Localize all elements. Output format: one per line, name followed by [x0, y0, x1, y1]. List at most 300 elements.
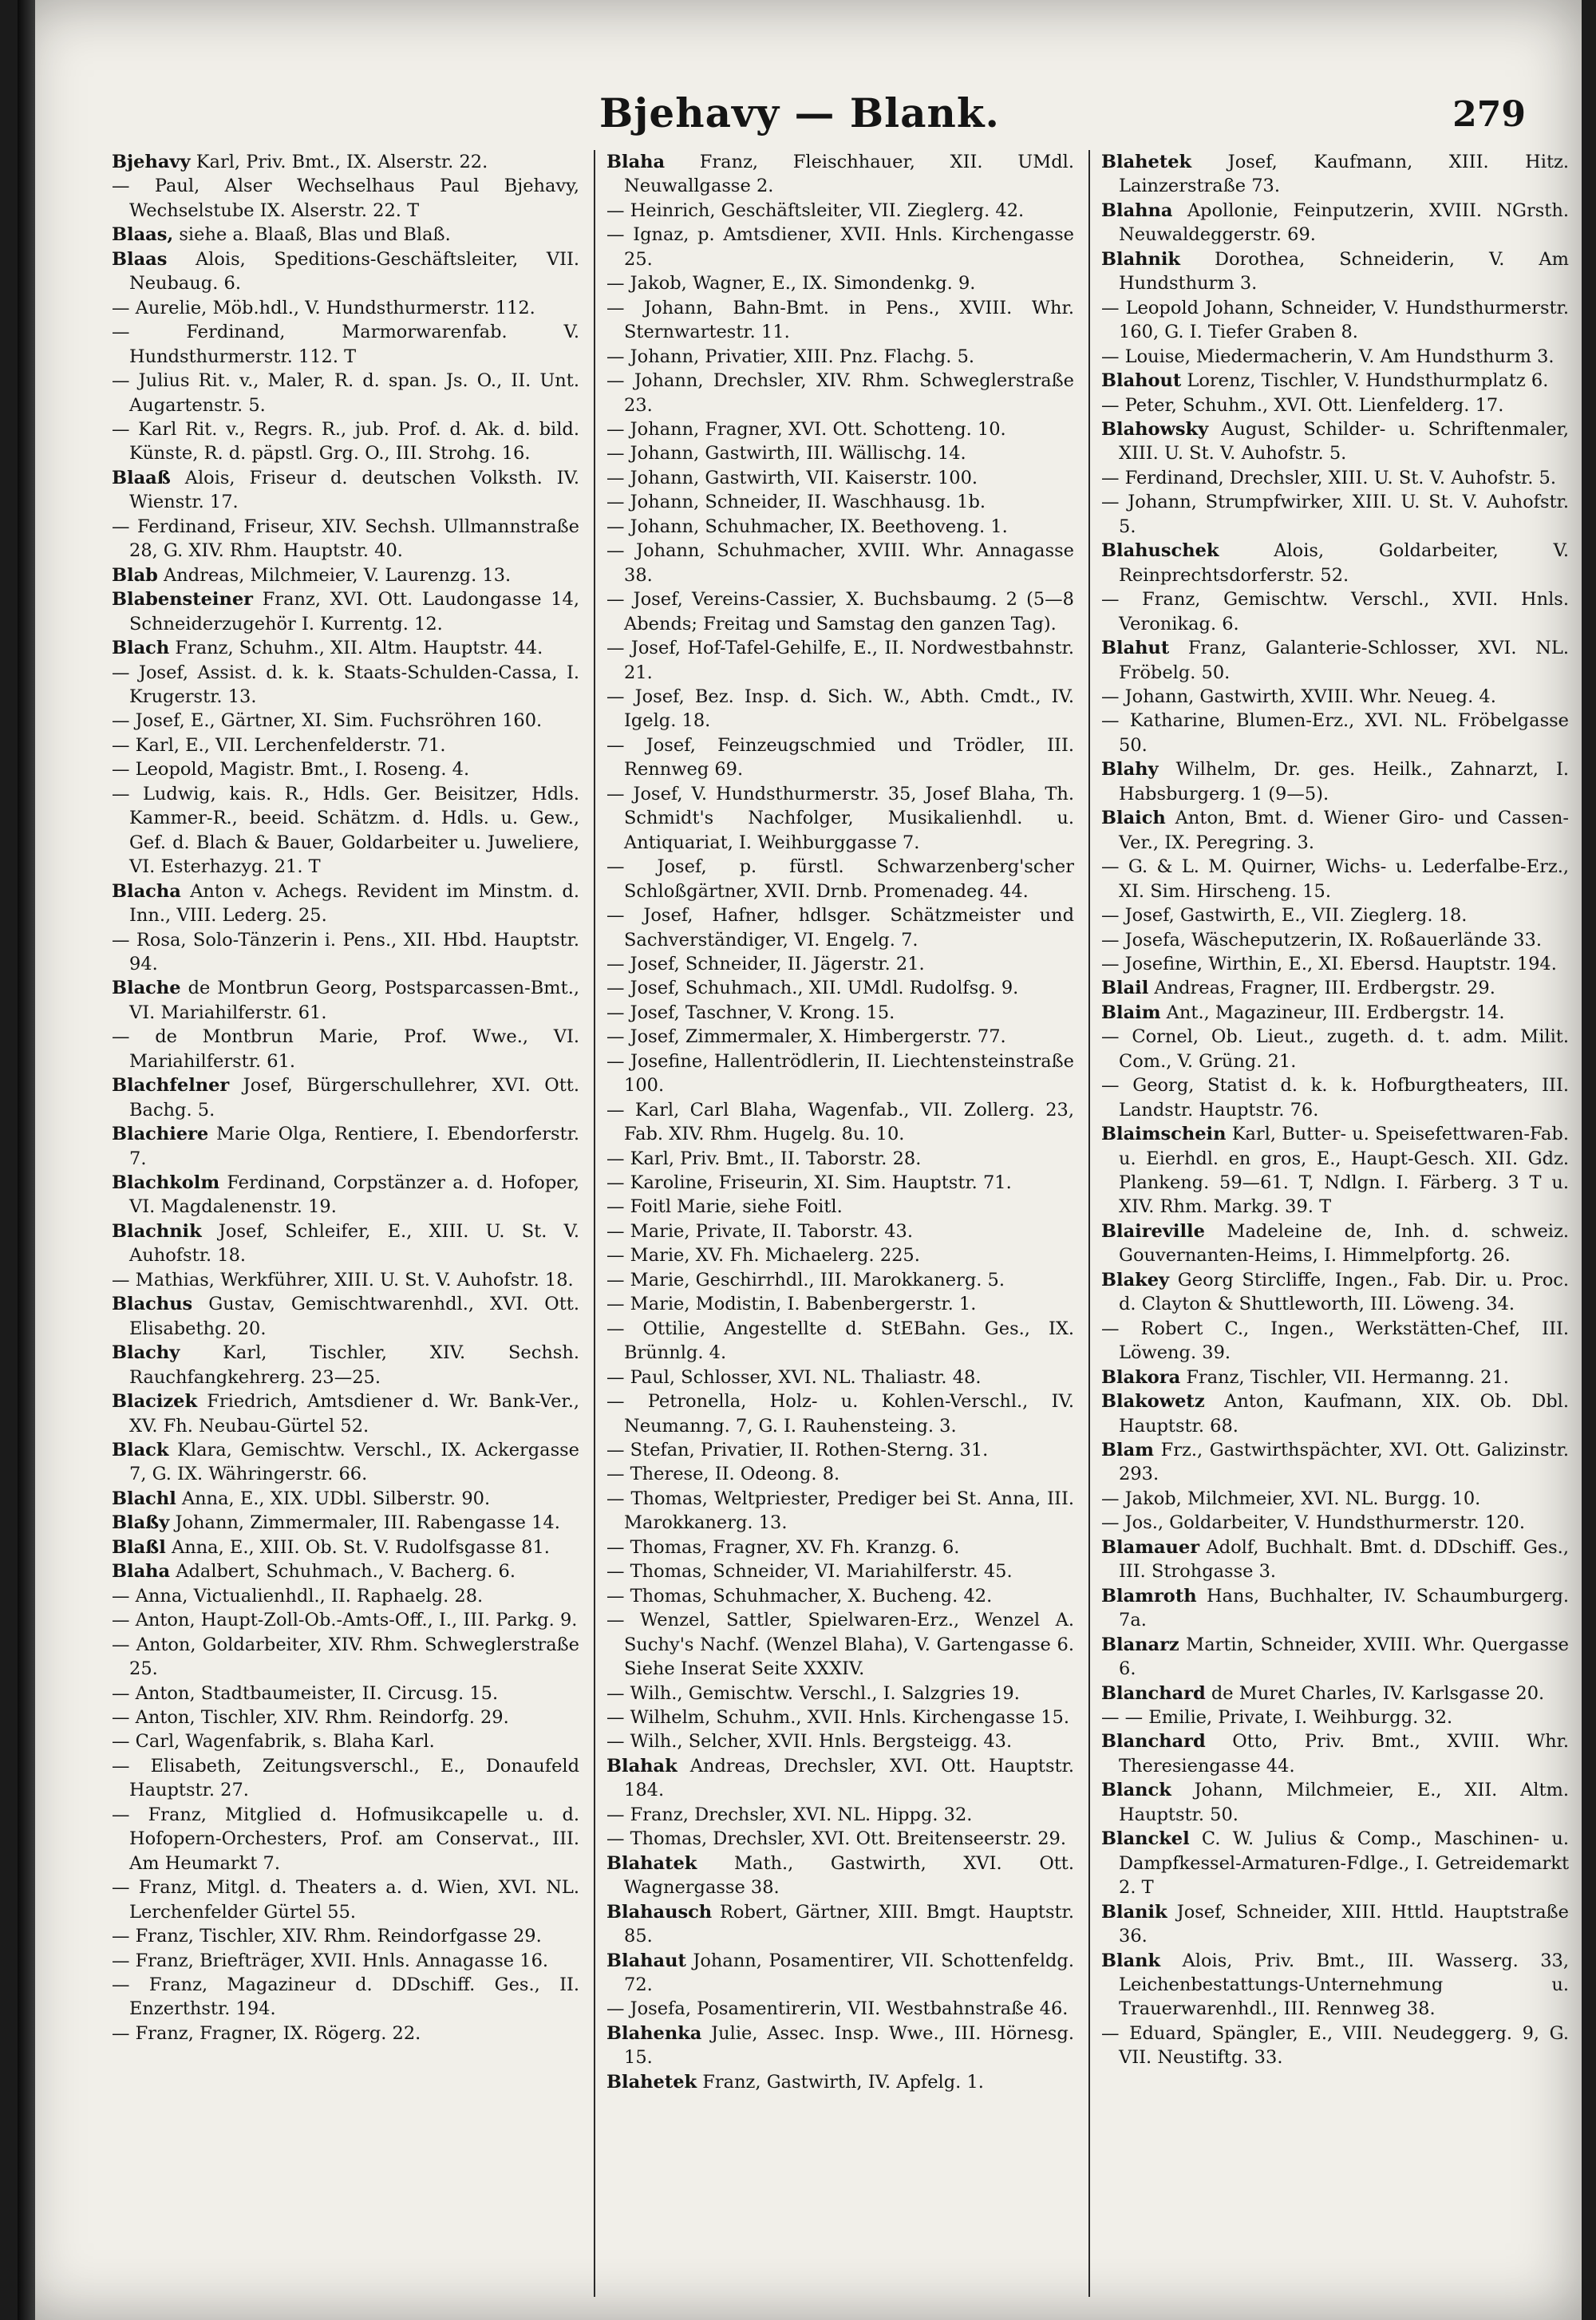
directory-entry: [606, 1754, 1074, 1803]
directory-entry: [1101, 685, 1569, 709]
directory-entry: [606, 733, 1074, 782]
entry-text: — Johann, Schneider, II. Waschhausg. 1b.: [606, 492, 986, 513]
entry-text: Gustav, Gemischtwarenhdl., XVI. Ott. Elisabethg. 20.: [129, 1294, 579, 1339]
entry-text: — Peter, Schuhm., XVI. Ott. Lienfelderg. 17.: [1101, 394, 1504, 416]
directory-entry: [112, 1487, 579, 1511]
entry-surname: Blanik: [1101, 1901, 1167, 1923]
directory-entry: [606, 782, 1074, 855]
directory-entry: [1101, 345, 1569, 369]
directory-entry: [606, 1098, 1074, 1147]
entry-text: Anna, E., XIII. Ob. St. V. Rudolfsgasse 81.: [171, 1536, 550, 1558]
entry-surname: Bjehavy: [112, 152, 191, 172]
entry-text: — Marie, Private, II. Taborstr. 43.: [606, 1220, 913, 1242]
directory-entry: [112, 150, 579, 174]
directory-entry: [112, 1219, 579, 1268]
entry-text: — Josef, Taschner, V. Krong. 15.: [606, 1002, 895, 1023]
entry-surname: Blachiere: [112, 1124, 209, 1145]
entry-surname: Blab: [112, 564, 158, 586]
column-2: [606, 150, 1074, 2305]
directory-entry: [606, 1949, 1074, 1998]
entry-text: Johann, Milchmeier, E., XII. Altm. Hauptstr. 50.: [1119, 1780, 1569, 1825]
directory-entry: [606, 587, 1074, 636]
directory-entry: [112, 369, 579, 417]
directory-entry: [1101, 903, 1569, 927]
directory-entry: [606, 1438, 1074, 1462]
directory-entry: [112, 1803, 579, 1875]
directory-entry: [112, 1268, 579, 1292]
directory-entry: [606, 1803, 1074, 1827]
entry-text: Andreas, Drechsler, XVI. Ott. Hauptstr. 184.: [624, 1755, 1074, 1801]
directory-entry: [112, 976, 579, 1025]
directory-entry: [606, 369, 1074, 417]
entry-text: — Josef, Zimmermaler, X. Himbergerstr. 77.: [606, 1026, 1006, 1048]
directory-entry: [1101, 1219, 1569, 1268]
entry-text: — Jos., Goldarbeiter, V. Hundsthurmerstr. 120.: [1101, 1512, 1526, 1534]
entry-text: — Johann, Gastwirth, III. Wällischg. 14.: [606, 443, 966, 464]
directory-entry: [112, 1924, 579, 1948]
entry-text: Franz, Schuhm., XII. Altm. Hauptstr. 44.: [175, 638, 543, 659]
directory-entry: [606, 1171, 1074, 1195]
entry-surname: Blaireville: [1101, 1220, 1205, 1242]
entry-text: — Johann, Schuhmacher, IX. Beethoveng. 1.: [606, 516, 1008, 537]
directory-entry: [112, 928, 579, 977]
entry-surname: Blachus: [112, 1294, 193, 1315]
directory-entry: [606, 1219, 1074, 1243]
entry-text: de Montbrun Georg, Postsparcassen-Bmt., VI. Mariahilferstr. 61.: [129, 978, 579, 1023]
directory-entry: [606, 1049, 1074, 1098]
entry-text: — Karl, Priv. Bmt., II. Taborstr. 28.: [606, 1148, 922, 1169]
directory-entry: [112, 1438, 579, 1487]
entry-text: siehe a. Blaaß, Blas und Blaß.: [179, 224, 451, 246]
directory-entry: [112, 466, 579, 515]
entry-text: Julie, Assec. Insp. Wwe., III. Hörnesg. 15.: [624, 2022, 1074, 2069]
entry-surname: Blaha: [112, 1561, 171, 1583]
entry-surname: Blacizek: [112, 1391, 198, 1413]
entry-surname: Blaas: [112, 248, 168, 270]
entry-text: — Aurelie, Möb.hdl., V. Hundsthurmerstr. 112.: [112, 297, 535, 318]
directory-entry: [112, 417, 579, 466]
entry-text: — Josef, Assist. d. k. k. Staats-Schulden-Cassa, I. Krugerstr. 13.: [112, 662, 579, 707]
directory-entry: [112, 247, 579, 296]
entry-text: — Johann, Fragner, XVI. Ott. Schotteng. 10.: [606, 418, 1006, 440]
entry-text: — Robert C., Ingen., Werkstätten-Chef, III. Löweng. 39.: [1101, 1318, 1569, 1364]
directory-entry: [1101, 490, 1569, 539]
directory-entry: [1101, 1317, 1569, 1366]
directory-entry: [112, 1633, 579, 1682]
entry-text: — Wilhelm, Schuhm., XVII. Hnls. Kirchengasse 15.: [606, 1707, 1070, 1728]
entry-surname: Blahatek: [606, 1852, 697, 1874]
directory-entry: [112, 320, 579, 369]
entry-surname: Blanckel: [1101, 1828, 1190, 1850]
entry-text: Anna, E., XIX. UDbl. Silberstr. 90.: [181, 1488, 491, 1509]
directory-entry: [606, 636, 1074, 685]
entry-text: Georg Stircliffe, Ingen., Fab. Dir. u. Proc. d. Clayton & Shuttleworth, III. Löweng. 34.: [1119, 1269, 1569, 1315]
entry-text: — Thomas, Fragner, XV. Fh. Kranzg. 6.: [606, 1536, 960, 1558]
entry-surname: Blahout: [1101, 370, 1182, 392]
entry-surname: Blaßl: [112, 1536, 166, 1558]
directory-entry: [1101, 1001, 1569, 1025]
entry-surname: Blachfelner: [112, 1075, 230, 1097]
entry-text: — Paul, Alser Wechselhaus Paul Bjehavy, Wechselstube IX. Alserstr. 22. T: [112, 176, 579, 221]
entry-text: Alois, Goldarbeiter, V. Reinprechtsdorferstr. 52.: [1119, 540, 1569, 586]
directory-entry: [1101, 587, 1569, 636]
directory-entry: [112, 1511, 579, 1535]
entry-surname: Blach: [112, 638, 170, 659]
entry-text: Hans, Buchhalter, IV. Schaumburgerg. 7a.: [1119, 1585, 1569, 1631]
entry-surname: Blaaß: [112, 467, 171, 488]
entry-surname: Blahut: [1101, 638, 1170, 659]
directory-entry: [606, 685, 1074, 733]
entry-surname: Blakowetz: [1101, 1391, 1205, 1413]
directory-entry: [1101, 1366, 1569, 1389]
entry-text: Marie Olga, Rentiere, I. Ebendorferstr. 7.: [129, 1124, 579, 1169]
entry-text: — Franz, Drechsler, XVI. NL. Hippg. 32.: [606, 1804, 973, 1825]
directory-entry: [1101, 1535, 1569, 1584]
directory-entry: [1101, 1778, 1569, 1827]
entry-text: Johann, Zimmermaler, III. Rabengasse 14.: [175, 1512, 560, 1534]
directory-entry: [1101, 2022, 1569, 2070]
directory-entry: [606, 1243, 1074, 1267]
entry-text: — Johann, Gastwirth, XVIII. Whr. Neueg. 4.: [1101, 686, 1496, 707]
directory-entry: [112, 1754, 579, 1803]
entry-text: — Josef, Feinzeugschmied und Trödler, III. Rennweg 69.: [606, 734, 1074, 781]
directory-entry: [606, 903, 1074, 952]
directory-entry: [1101, 1633, 1569, 1682]
directory-entry: [112, 1705, 579, 1729]
entry-text: — Josefa, Posamentirerin, VII. Westbahnstraße 46.: [606, 1998, 1069, 2020]
entry-surname: Blakey: [1101, 1269, 1170, 1290]
entry-text: — Ferdinand, Drechsler, XIII. U. St. V. Auhofstr. 5.: [1101, 467, 1556, 488]
entry-text: — Leopold Johann, Schneider, V. Hundsthurmerstr. 160, G. I. Tiefer Graben 8.: [1101, 297, 1569, 343]
directory-entry: [606, 1147, 1074, 1171]
entry-text: — Karoline, Friseurin, XI. Sim. Hauptstr. 71.: [606, 1172, 1012, 1194]
entry-surname: Blahetek: [1101, 152, 1192, 172]
entry-text: Franz, Galanterie-Schlosser, XVI. NL. Fröbelg. 50.: [1119, 638, 1569, 683]
entry-text: — Foitl Marie, siehe Foitl.: [606, 1196, 843, 1218]
column-3: [1101, 150, 1569, 2305]
entry-text: — Wilh., Gemischtw. Verschl., I. Salzgries 19.: [606, 1682, 1020, 1704]
directory-entry: [112, 709, 579, 733]
directory-entry: [606, 345, 1074, 369]
entry-text: — Therese, II. Odeong. 8.: [606, 1464, 840, 1485]
entry-text: — Josefine, Hallentrödlerin, II. Liechtensteinstraße 100.: [606, 1050, 1074, 1097]
directory-entry: [1101, 539, 1569, 587]
directory-entry: [1101, 636, 1569, 685]
directory-entry: [606, 1997, 1074, 2021]
directory-entry: [606, 1462, 1074, 1486]
entry-surname: Blail: [1101, 978, 1149, 999]
directory-page: [18, 0, 1582, 2320]
entry-text: Karl, Butter- u. Speisefettwaren-Fab. u. Eierhdl. en gros, E., Haupt-Gesch. XII. Gdz. Plankeng. 59—61. T, Ndlgn. I. Färberg. 3 T u. XIV. Rhm. Markg. 39. T: [1119, 1124, 1569, 1218]
entry-text: Josef, Bürgerschullehrer, XVI. Ott. Bachg. 5.: [129, 1075, 579, 1120]
entry-surname: Blamauer: [1101, 1536, 1200, 1558]
directory-entry: [606, 1682, 1074, 1705]
entry-surname: Blaim: [1101, 1002, 1161, 1023]
entry-text: — Jakob, Wagner, E., IX. Simondenkg. 9.: [606, 273, 976, 294]
entry-text: — Josef, V. Hundsthurmerstr. 35, Josef Blaha, Th. Schmidt's Nachfolger, Musikalienhdl. u. Antiquariat, I. Weihburggasse 7.: [606, 783, 1074, 853]
entry-surname: Blache: [112, 978, 181, 999]
entry-text: Adalbert, Schuhmach., V. Bacherg. 6.: [176, 1561, 516, 1583]
entry-surname: Blahowsky: [1101, 418, 1209, 440]
directory-entry: [1101, 1705, 1569, 1729]
entry-text: — Ferdinand, Friseur, XIV. Sechsh. Ullmannstraße 28, G. XIV. Rhm. Hauptstr. 40.: [112, 516, 579, 562]
directory-entry: [112, 661, 579, 709]
entry-text: — Josef, Bez. Insp. d. Sich. W., Abth. Cmdt., IV. Igelg. 18.: [606, 686, 1074, 732]
page-header: [18, 89, 1582, 153]
entry-text: — Leopold, Magistr. Bmt., I. Roseng. 4.: [112, 759, 470, 781]
entry-text: Franz, Fleischhauer, XII. UMdl. Neuwallgasse 2.: [624, 152, 1074, 197]
directory-entry: [1101, 1122, 1569, 1219]
directory-entry: [1101, 466, 1569, 490]
directory-entry: [606, 417, 1074, 441]
entry-text: — Franz, Briefträger, XVII. Hnls. Annagasse 16.: [112, 1950, 549, 1971]
entry-text: Anton, Bmt. d. Wiener Giro- und Cassen-Ver., IX. Peregring. 3.: [1119, 808, 1569, 853]
entry-text: Apollonie, Feinputzerin, XVIII. NGrsth. Neuwaldeggerstr. 69.: [1119, 200, 1569, 246]
entry-text: — Mathias, Werkführer, XIII. U. St. V. Auhofstr. 18.: [112, 1269, 574, 1290]
entry-surname: Blahenka: [606, 2022, 702, 2044]
directory-entry: [606, 490, 1074, 514]
entry-text: Karl, Tischler, XIV. Sechsh. Rauchfangkehrerg. 23—25.: [129, 1342, 579, 1388]
directory-entry: [112, 1341, 579, 1389]
directory-entry: [112, 879, 579, 928]
directory-entry: [1101, 952, 1569, 976]
entry-surname: Blaich: [1101, 808, 1166, 829]
entry-text: — Jakob, Milchmeier, XVI. NL. Burgg. 10.: [1101, 1488, 1481, 1509]
entry-text: Franz, XVI. Ott. Laudongasse 14, Schneiderzugehör I. Kurrentg. 12.: [129, 589, 579, 634]
entry-text: Andreas, Milchmeier, V. Laurenzg. 13.: [164, 564, 512, 586]
directory-entry: [606, 199, 1074, 223]
entry-text: Josef, Schleifer, E., XIII. U. St. V. Auhofstr. 18.: [129, 1220, 579, 1267]
column-rule: [594, 150, 595, 2297]
directory-entry: [1101, 1511, 1569, 1535]
entry-text: — de Montbrun Marie, Prof. Wwe., VI. Mariahilferstr. 61.: [112, 1026, 579, 1072]
entry-surname: Blahausch: [606, 1901, 713, 1923]
directory-entry: [112, 1292, 579, 1341]
entry-text: Martin, Schneider, XVIII. Whr. Quergasse 6.: [1119, 1634, 1569, 1680]
entry-text: — G. & L. M. Quirner, Wichs- u. Lederfalbe-Erz., XI. Sim. Hirscheng. 15.: [1101, 856, 1569, 902]
entry-text: Adolf, Buchhalt. Bmt. d. DDschiff. Ges., III. Strohgasse 3.: [1119, 1536, 1569, 1583]
directory-entry: [112, 1682, 579, 1705]
directory-entry: [112, 733, 579, 757]
entry-text: Alois, Speditions-Geschäftsleiter, VII. Neubaug. 6.: [129, 248, 579, 294]
entry-text: — Josef, Schuhmach., XII. UMdl. Rudolfsg. 9.: [606, 978, 1019, 999]
directory-entry: [606, 271, 1074, 295]
directory-entry: [606, 952, 1074, 976]
directory-entry: [606, 296, 1074, 345]
directory-entry: [1101, 1949, 1569, 2022]
entry-text: — Anton, Goldarbeiter, XIV. Rhm. Schweglerstraße 25.: [112, 1634, 579, 1680]
directory-entry: [112, 1875, 579, 1924]
entry-text: — Franz, Fragner, IX. Rögerg. 22.: [112, 2022, 421, 2044]
entry-text: — Johann, Strumpfwirker, XIII. U. St. V. Auhofstr. 5.: [1101, 492, 1569, 537]
directory-entry: [1101, 1827, 1569, 1899]
entry-surname: Blaha: [606, 152, 666, 172]
directory-entry: [606, 1827, 1074, 1851]
entry-text: — Marie, Geschirrhdl., III. Marokkanerg. 5.: [606, 1269, 1005, 1290]
entry-text: — Franz, Mitgl. d. Theaters a. d. Wien, XVI. NL. Lerchenfelder Gürtel 55.: [112, 1877, 579, 1923]
directory-entry: [112, 1025, 579, 1073]
directory-entry: [606, 1584, 1074, 1608]
directory-entry: [606, 2070, 1074, 2094]
directory-entry: [112, 1389, 579, 1438]
directory-entry: [1101, 855, 1569, 903]
directory-entry: [606, 539, 1074, 587]
directory-entry: [112, 782, 579, 879]
entry-text: — Wilh., Selcher, XVII. Hnls. Bergsteigg. 43.: [606, 1731, 1013, 1753]
directory-entry: [112, 1949, 579, 1973]
directory-entry: [606, 1317, 1074, 1366]
entry-surname: Blamroth: [1101, 1585, 1197, 1607]
entry-text: — Franz, Tischler, XIV. Rhm. Reindorfgasse 29.: [112, 1926, 542, 1947]
entry-surname: Blanck: [1101, 1780, 1171, 1801]
entry-text: Ferdinand, Corpstänzer a. d. Hofoper, VI. Magdalenenstr. 19.: [129, 1172, 579, 1218]
entry-text: Robert, Gärtner, XIII. Bmgt. Hauptstr. 85.: [624, 1901, 1074, 1947]
entry-text: — Anton, Stadtbaumeister, II. Circusg. 15.: [112, 1682, 499, 1704]
directory-entry: [112, 1608, 579, 1632]
directory-entry: [606, 1389, 1074, 1438]
directory-entry: [112, 1584, 579, 1608]
directory-entry: [606, 466, 1074, 490]
entry-text: — Heinrich, Geschäftsleiter, VII. Zieglerg. 42.: [606, 200, 1025, 221]
entry-surname: Blaßy: [112, 1512, 170, 1534]
entry-text: — Louise, Miedermacherin, V. Am Hundsthurm 3.: [1101, 346, 1555, 367]
entry-surname: Black: [112, 1440, 169, 1461]
entry-text: Alois, Priv. Bmt., III. Wasserg. 33, Leichenbestattungs-Unternehmung u. Trauerwarenhdl., III. Rennweg 38.: [1119, 1950, 1569, 2020]
entry-text: Anton v. Achegs. Revident im Minstm. d. Inn., VIII. Lederg. 25.: [129, 880, 579, 927]
directory-entry: [1101, 928, 1569, 952]
entry-text: Friedrich, Amtsdiener d. Wr. Bank-Ver., XV. Fh. Neubau-Gürtel 52.: [129, 1391, 579, 1437]
directory-entry: [1101, 369, 1569, 393]
directory-entry: [1101, 1073, 1569, 1122]
directory-entry: [1101, 1438, 1569, 1487]
entry-surname: Blanchard: [1101, 1682, 1206, 1704]
directory-entry: [1101, 199, 1569, 247]
entry-text: Anton, Kaufmann, XIX. Ob. Dbl. Hauptstr. 68.: [1119, 1391, 1569, 1437]
entry-surname: Blakora: [1101, 1366, 1181, 1388]
entry-text: — Josefine, Wirthin, E., XI. Ebersd. Hauptstr. 194.: [1101, 953, 1557, 974]
entry-text: — Thomas, Weltpriester, Prediger bei St. Anna, III. Marokkanerg. 13.: [606, 1488, 1074, 1534]
entry-text: — Thomas, Schneider, VI. Mariahilferstr. 45.: [606, 1561, 1013, 1583]
entry-surname: Blanarz: [1101, 1634, 1179, 1655]
entry-text: de Muret Charles, IV. Karlsgasse 20.: [1211, 1682, 1545, 1704]
directory-entry: [1101, 1389, 1569, 1438]
entry-text: — Josef, Gastwirth, E., VII. Zieglerg. 18.: [1101, 905, 1468, 927]
entry-text: — Johann, Gastwirth, VII. Kaiserstr. 100.: [606, 467, 978, 488]
entry-text: — Franz, Gemischtw. Verschl., XVII. Hnls. Veronikag. 6.: [1101, 589, 1569, 634]
directory-entry: [112, 223, 579, 247]
entry-text: — Ottilie, Angestellte d. StEBahn. Ges., IX. Brünnlg. 4.: [606, 1318, 1074, 1364]
directory-entry: [112, 2022, 579, 2045]
entry-surname: Blaimschein: [1101, 1124, 1227, 1145]
directory-entry: [606, 2022, 1074, 2070]
directory-entry: [606, 1852, 1074, 1900]
entry-text: Madeleine de, Inh. d. schweiz. Gouvernanten-Heims, I. Himmelpfortg. 26.: [1119, 1220, 1569, 1267]
directory-entry: [112, 1073, 579, 1122]
directory-entry: [112, 1171, 579, 1219]
entry-text: — Petronella, Holz- u. Kohlen-Verschl., IV. Neumanng. 7, G. I. Rauhensteing. 3.: [606, 1391, 1074, 1437]
entry-surname: Blahaut: [606, 1950, 686, 1971]
column-rule: [1088, 150, 1090, 2297]
entry-surname: Blahnik: [1101, 248, 1180, 270]
entry-text: — Franz, Magazineur d. DDschiff. Ges., II. Enzerthstr. 194.: [112, 1974, 579, 2020]
entry-text: — Anna, Victualienhdl., II. Raphaelg. 28.: [112, 1585, 484, 1607]
entry-text: August, Schilder- u. Schriftenmaler, XIII. U. St. V. Auhofstr. 5.: [1119, 418, 1569, 464]
entry-text: Franz, Gastwirth, IV. Apfelg. 1.: [702, 2071, 984, 2093]
directory-entry: [112, 1559, 579, 1583]
directory-entry: [112, 296, 579, 320]
directory-entry: [112, 515, 579, 563]
entry-text: Josef, Schneider, XIII. Httld. Hauptstraße 36.: [1119, 1901, 1569, 1947]
entry-text: Lorenz, Tischler, V. Hundsthurmplatz 6.: [1187, 370, 1549, 392]
directory-entry: [1101, 1025, 1569, 1073]
entry-text: Alois, Friseur d. deutschen Volksth. IV. Wienstr. 17.: [129, 467, 579, 513]
directory-entry: [112, 1729, 579, 1753]
directory-entry: [112, 563, 579, 587]
directory-entry: [1101, 709, 1569, 757]
directory-entry: [112, 1973, 579, 2022]
directory-entry: [1101, 393, 1569, 417]
entry-text: C. W. Julius & Comp., Maschinen- u. Dampfkessel-Armaturen-Fdlge., I. Getreidemarkt 2. T: [1119, 1828, 1569, 1899]
entry-text: Karl, Priv. Bmt., IX. Alserstr. 22.: [196, 152, 488, 172]
entry-text: Andreas, Fragner, III. Erdbergstr. 29.: [1154, 978, 1495, 999]
directory-entry: [606, 1268, 1074, 1292]
entry-text: — Thomas, Schuhmacher, X. Bucheng. 42.: [606, 1585, 993, 1607]
entry-text: — Johann, Schuhmacher, XVIII. Whr. Annagasse 38.: [606, 540, 1074, 586]
entry-text: — Stefan, Privatier, II. Rothen-Sterng. 31.: [606, 1440, 989, 1461]
entry-surname: Blachy: [112, 1342, 180, 1364]
entry-surname: Blanchard: [1101, 1731, 1206, 1753]
entry-text: Franz, Tischler, VII. Hermanng. 21.: [1186, 1366, 1509, 1388]
entry-text: — Paul, Schlosser, XVI. NL. Thaliastr. 48.: [606, 1366, 982, 1388]
entry-text: — Johann, Privatier, XIII. Pnz. Flachg. 5.: [606, 346, 975, 367]
entry-text: Josef, Kaufmann, XIII. Hitz. Lainzerstraße 73.: [1119, 152, 1569, 197]
directory-entry: [606, 1608, 1074, 1681]
book-binding-edge: [18, 0, 35, 2320]
entry-text: Wilhelm, Dr. ges. Heilk., Zahnarzt, I. Habsburgerg. 1 (9—5).: [1119, 759, 1569, 804]
entry-surname: Blahak: [606, 1755, 678, 1777]
entry-text: — Josef, Vereins-Cassier, X. Buchsbaumg. 2 (5—8 Abends; Freitag und Samstag den ganzen Tag).: [606, 589, 1074, 634]
entry-text: — Ludwig, kais. R., Hdls. Ger. Beisitzer, Hdls. Kammer-R., beeid. Schätzm. d. Hdls. u. Gew., Gef. d. Blach & Bauer, Goldarbeiter u. Juweliere, VI. Esterhazyg. 21. T: [112, 783, 579, 878]
directory-entry: [606, 150, 1074, 199]
directory-entry: [606, 223, 1074, 271]
entry-text: — Josefa, Wäscheputzerin, IX. Roßauerlände 33.: [1101, 929, 1542, 951]
directory-entry: [1101, 757, 1569, 806]
entry-surname: Blachkolm: [112, 1172, 220, 1194]
entry-surname: Blank: [1101, 1950, 1161, 1971]
entry-text: — Karl Rit. v., Regrs. R., jub. Prof. d. Ak. d. bild. Künste, R. d. päpstl. Grg. O., III. Strohg. 16.: [112, 418, 579, 464]
entry-text: — Thomas, Drechsler, XVI. Ott. Breitenseerstr. 29.: [606, 1828, 1066, 1850]
entry-surname: Blahetek: [606, 2071, 697, 2093]
directory-entry: [606, 1559, 1074, 1583]
entry-surname: Blachnik: [112, 1220, 202, 1242]
entry-text: — Josef, Hof-Tafel-Gehilfe, E., II. Nordwestbahnstr. 21.: [606, 638, 1074, 683]
entry-text: — Marie, Modistin, I. Babenbergerstr. 1.: [606, 1294, 977, 1315]
directory-entry: [1101, 976, 1569, 1000]
directory-entry: [606, 1001, 1074, 1025]
entry-surname: Blahuschek: [1101, 540, 1219, 562]
directory-entry: [606, 441, 1074, 465]
entry-text: — Rosa, Solo-Tänzerin i. Pens., XII. Hbd. Hauptstr. 94.: [112, 929, 579, 974]
entry-text: — Marie, XV. Fh. Michaelerg. 225.: [606, 1245, 920, 1267]
entry-text: Klara, Gemischtw. Verschl., IX. Ackergasse 7, G. IX. Währingerstr. 66.: [129, 1440, 579, 1485]
entry-surname: Blabensteiner: [112, 589, 254, 611]
page-number: 279: [1452, 94, 1526, 135]
entry-surname: Blahy: [1101, 759, 1159, 781]
directory-entry: [112, 636, 579, 660]
directory-entry: [1101, 1268, 1569, 1317]
directory-entry: [112, 174, 579, 223]
directory-entry: [112, 757, 579, 781]
